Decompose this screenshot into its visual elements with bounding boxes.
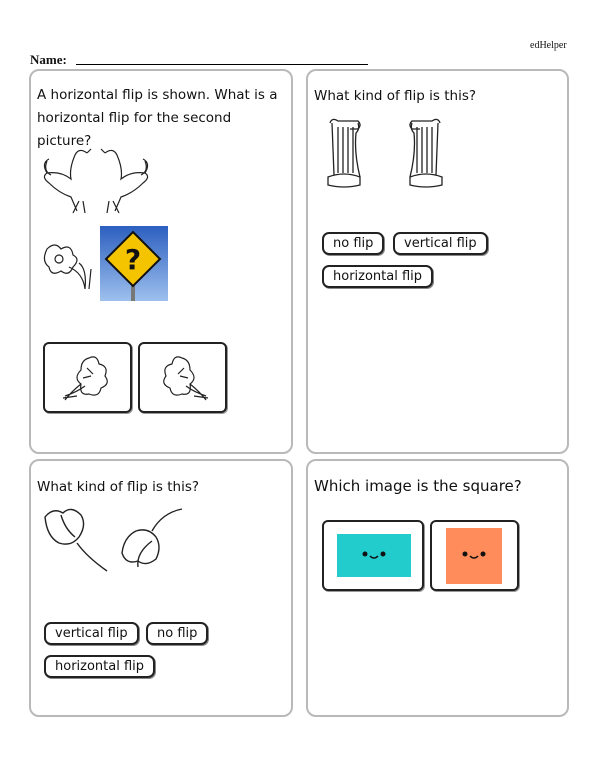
question-card-3	[29, 459, 293, 717]
smiley-rectangle-icon	[337, 534, 411, 577]
question-card-4	[306, 459, 569, 717]
question-2-text: What kind of flip is this?	[314, 88, 477, 104]
answer-choice-2[interactable]	[138, 342, 227, 413]
daffodil-icon	[39, 239, 97, 291]
option-no-flip[interactable]: no flip	[322, 232, 384, 255]
option-no-flip[interactable]: no flip	[146, 622, 208, 645]
option-horizontal-flip[interactable]: horizontal flip	[44, 655, 155, 678]
harp-icon	[324, 115, 364, 191]
daffodil-icon	[154, 352, 212, 404]
option-horizontal-flip[interactable]: horizontal flip	[322, 265, 433, 288]
answer-choice-1[interactable]	[43, 342, 132, 413]
name-input-line[interactable]	[76, 64, 368, 65]
brand-label: edHelper	[530, 40, 567, 51]
option-vertical-flip[interactable]: vertical flip	[44, 622, 139, 645]
name-label: Name:	[30, 52, 67, 67]
daffodil-icon	[59, 352, 117, 404]
answer-choice-rectangle[interactable]	[322, 520, 424, 591]
question-card-2	[306, 69, 569, 454]
tulip-icon	[39, 505, 109, 577]
question-1-text: A horizontal flip is shown. What is a horizontal flip for the second picture?	[37, 87, 278, 149]
harp-icon	[406, 115, 446, 191]
rooster-icon	[37, 145, 155, 215]
answer-choice-square[interactable]	[430, 520, 519, 591]
svg-text:?: ?	[124, 243, 142, 276]
tulip-icon	[116, 505, 186, 577]
question-card-1	[29, 69, 293, 454]
question-4-text: Which image is the square?	[314, 477, 522, 495]
question-sign-icon	[100, 226, 168, 301]
smiley-square-icon	[446, 528, 502, 584]
question-3-text: What kind of flip is this?	[37, 479, 200, 495]
option-vertical-flip[interactable]: vertical flip	[393, 232, 488, 255]
